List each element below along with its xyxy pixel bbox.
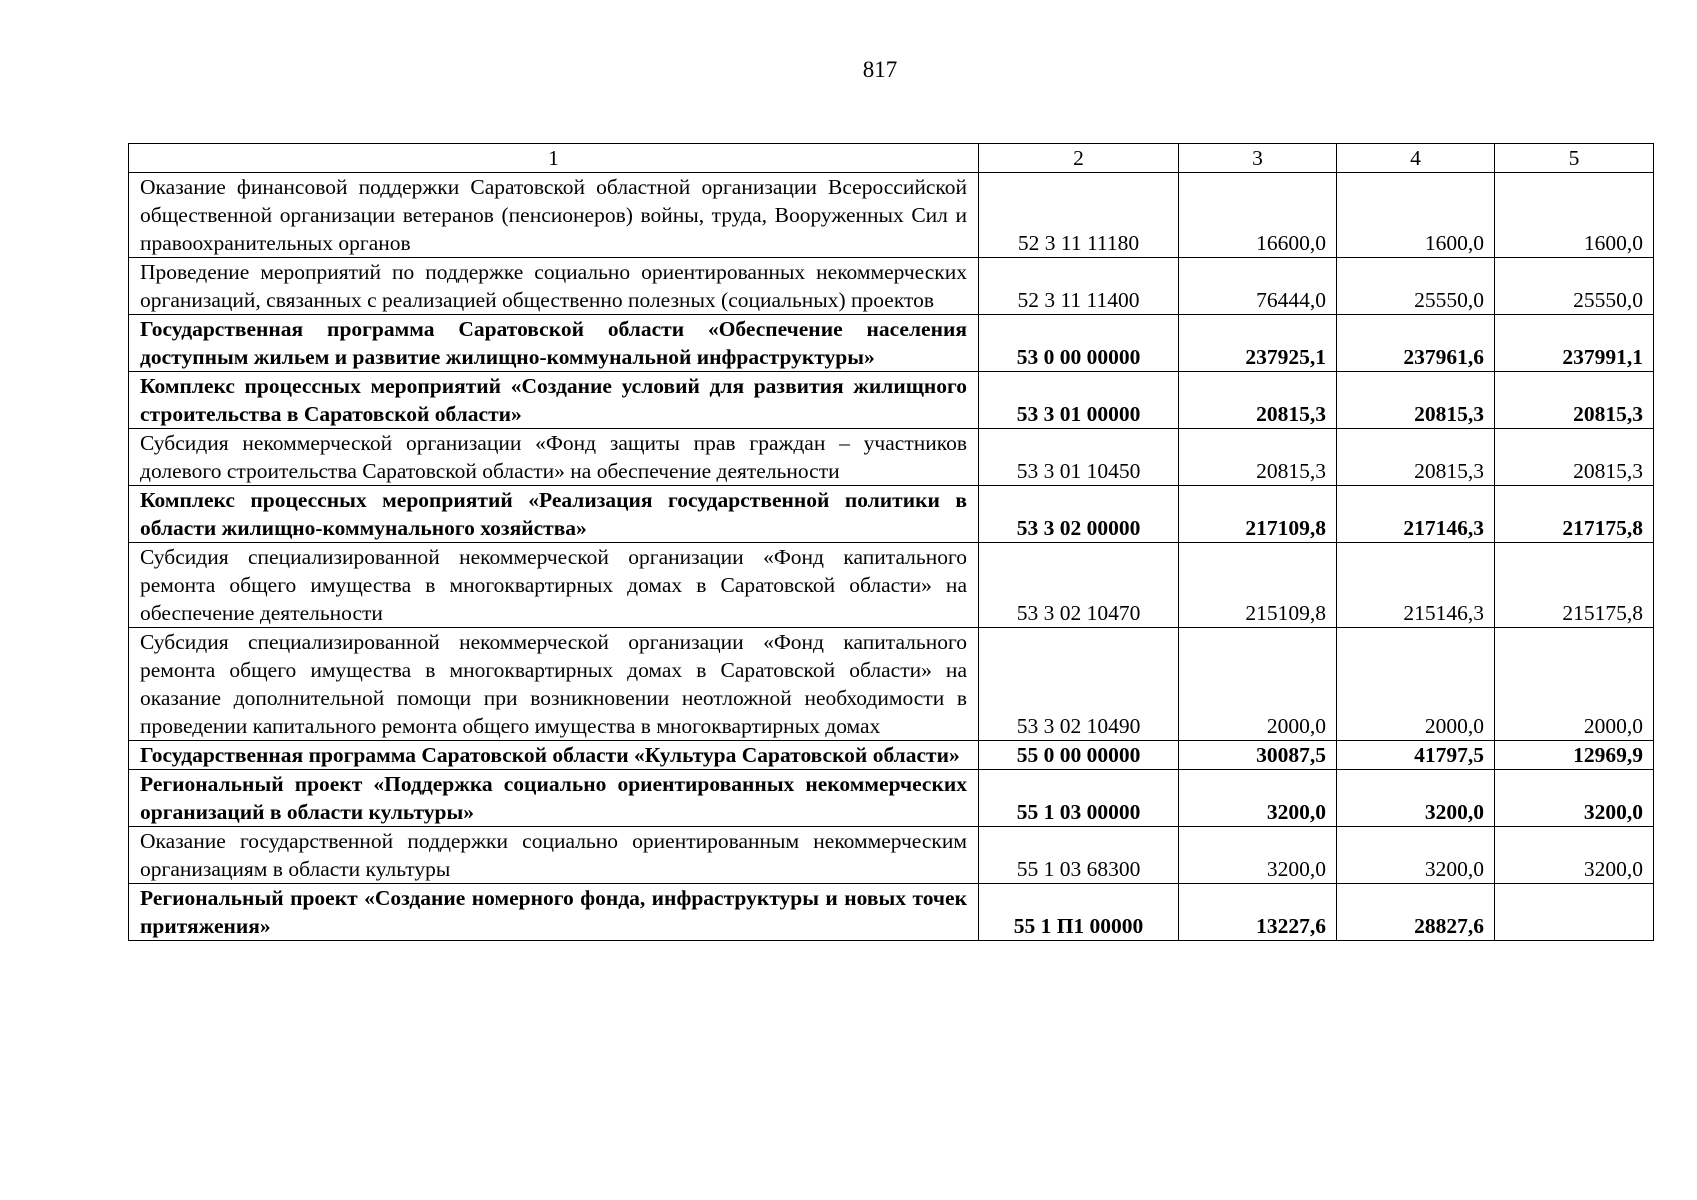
row-code: 55 1 03 68300 [979, 827, 1179, 884]
row-value-5: 2000,0 [1495, 628, 1654, 741]
row-value-4: 20815,3 [1337, 372, 1495, 429]
row-value-3: 215109,8 [1179, 543, 1337, 628]
table-row [129, 884, 1654, 941]
row-value-4: 25550,0 [1337, 258, 1495, 315]
row-code: 53 3 01 10450 [979, 429, 1179, 486]
row-name: Субсидия специализированной некоммерческой организации «Фонд капитального ремонта общего имущества в многоквартирных домах в Саратовской области» на оказание дополнительной помощи при возникновении неотложной необходимости в проведении капитального ремонта общего имущества в многоквартирных домах [129, 628, 979, 741]
row-value-5: 12969,9 [1495, 741, 1654, 770]
row-name: Государственная программа Саратовской области «Культура Саратовской области» [129, 741, 979, 770]
row-value-4: 237961,6 [1337, 315, 1495, 372]
row-name: Региональный проект «Создание номерного фонда, инфраструктуры и новых точек притяжения» [129, 884, 979, 941]
row-value-4: 217146,3 [1337, 486, 1495, 543]
row-value-5 [1495, 884, 1654, 941]
row-value-3: 2000,0 [1179, 628, 1337, 741]
table-row [129, 543, 1654, 628]
row-name: Субсидия некоммерческой организации «Фонд защиты прав граждан – участников долевого строительства Саратовской области» на обеспечение деятельности [129, 429, 979, 486]
column-header-4: 4 [1337, 144, 1495, 173]
row-value-4: 2000,0 [1337, 628, 1495, 741]
table-row [129, 173, 1654, 258]
table-row [129, 741, 1654, 770]
row-value-4: 28827,6 [1337, 884, 1495, 941]
row-code: 53 3 02 10470 [979, 543, 1179, 628]
row-code: 53 3 02 10490 [979, 628, 1179, 741]
row-value-5: 1600,0 [1495, 173, 1654, 258]
row-name: Комплекс процессных мероприятий «Создание условий для развития жилищного строительства в Саратовской области» [129, 372, 979, 429]
budget-table [128, 143, 1654, 941]
row-value-4: 20815,3 [1337, 429, 1495, 486]
table-row [129, 258, 1654, 315]
row-value-3: 217109,8 [1179, 486, 1337, 543]
row-value-3: 76444,0 [1179, 258, 1337, 315]
column-header-1: 1 [129, 144, 979, 173]
table-row [129, 827, 1654, 884]
row-code: 55 1 П1 00000 [979, 884, 1179, 941]
table-row [129, 770, 1654, 827]
column-header-2: 2 [979, 144, 1179, 173]
row-value-5: 217175,8 [1495, 486, 1654, 543]
row-value-3: 20815,3 [1179, 372, 1337, 429]
row-code: 53 3 02 00000 [979, 486, 1179, 543]
row-name: Комплекс процессных мероприятий «Реализация государственной политики в области жилищно-коммунального хозяйства» [129, 486, 979, 543]
row-code: 55 1 03 00000 [979, 770, 1179, 827]
table-row [129, 429, 1654, 486]
row-value-3: 20815,3 [1179, 429, 1337, 486]
row-value-5: 237991,1 [1495, 315, 1654, 372]
row-value-5: 20815,3 [1495, 429, 1654, 486]
row-code: 52 3 11 11400 [979, 258, 1179, 315]
row-value-4: 3200,0 [1337, 770, 1495, 827]
row-value-4: 41797,5 [1337, 741, 1495, 770]
row-name: Проведение мероприятий по поддержке социально ориентированных некоммерческих организаций, связанных с реализацией общественно полезных (социальных) проектов [129, 258, 979, 315]
row-code: 53 3 01 00000 [979, 372, 1179, 429]
row-value-5: 215175,8 [1495, 543, 1654, 628]
row-value-4: 3200,0 [1337, 827, 1495, 884]
table-header-row [129, 144, 1654, 173]
table-row [129, 486, 1654, 543]
row-value-4: 1600,0 [1337, 173, 1495, 258]
row-value-5: 20815,3 [1495, 372, 1654, 429]
row-code: 52 3 11 11180 [979, 173, 1179, 258]
row-value-5: 3200,0 [1495, 827, 1654, 884]
row-value-3: 3200,0 [1179, 827, 1337, 884]
table-row [129, 315, 1654, 372]
row-name: Оказание государственной поддержки социально ориентированным некоммерческим организациям в области культуры [129, 827, 979, 884]
row-value-3: 16600,0 [1179, 173, 1337, 258]
row-code: 53 0 00 00000 [979, 315, 1179, 372]
page-number: 817 [862, 57, 898, 82]
row-value-4: 215146,3 [1337, 543, 1495, 628]
table-row [129, 628, 1654, 741]
row-name: Оказание финансовой поддержки Саратовской областной организации Всероссийской общественной организации ветеранов (пенсионеров) войны, труда, Вооруженных Сил и правоохранительных органов [129, 173, 979, 258]
row-name: Субсидия специализированной некоммерческой организации «Фонд капитального ремонта общего имущества в многоквартирных домах в Саратовской области» на обеспечение деятельности [129, 543, 979, 628]
column-header-3: 3 [1179, 144, 1337, 173]
row-value-5: 25550,0 [1495, 258, 1654, 315]
row-value-3: 30087,5 [1179, 741, 1337, 770]
row-name: Региональный проект «Поддержка социально ориентированных некоммерческих организаций в области культуры» [129, 770, 979, 827]
row-code: 55 0 00 00000 [979, 741, 1179, 770]
table-row [129, 372, 1654, 429]
row-value-3: 3200,0 [1179, 770, 1337, 827]
row-value-5: 3200,0 [1495, 770, 1654, 827]
column-header-5: 5 [1495, 144, 1654, 173]
row-value-3: 237925,1 [1179, 315, 1337, 372]
row-value-3: 13227,6 [1179, 884, 1337, 941]
row-name: Государственная программа Саратовской области «Обеспечение населения доступным жильем и развитие жилищно-коммунальной инфраструктуры» [129, 315, 979, 372]
